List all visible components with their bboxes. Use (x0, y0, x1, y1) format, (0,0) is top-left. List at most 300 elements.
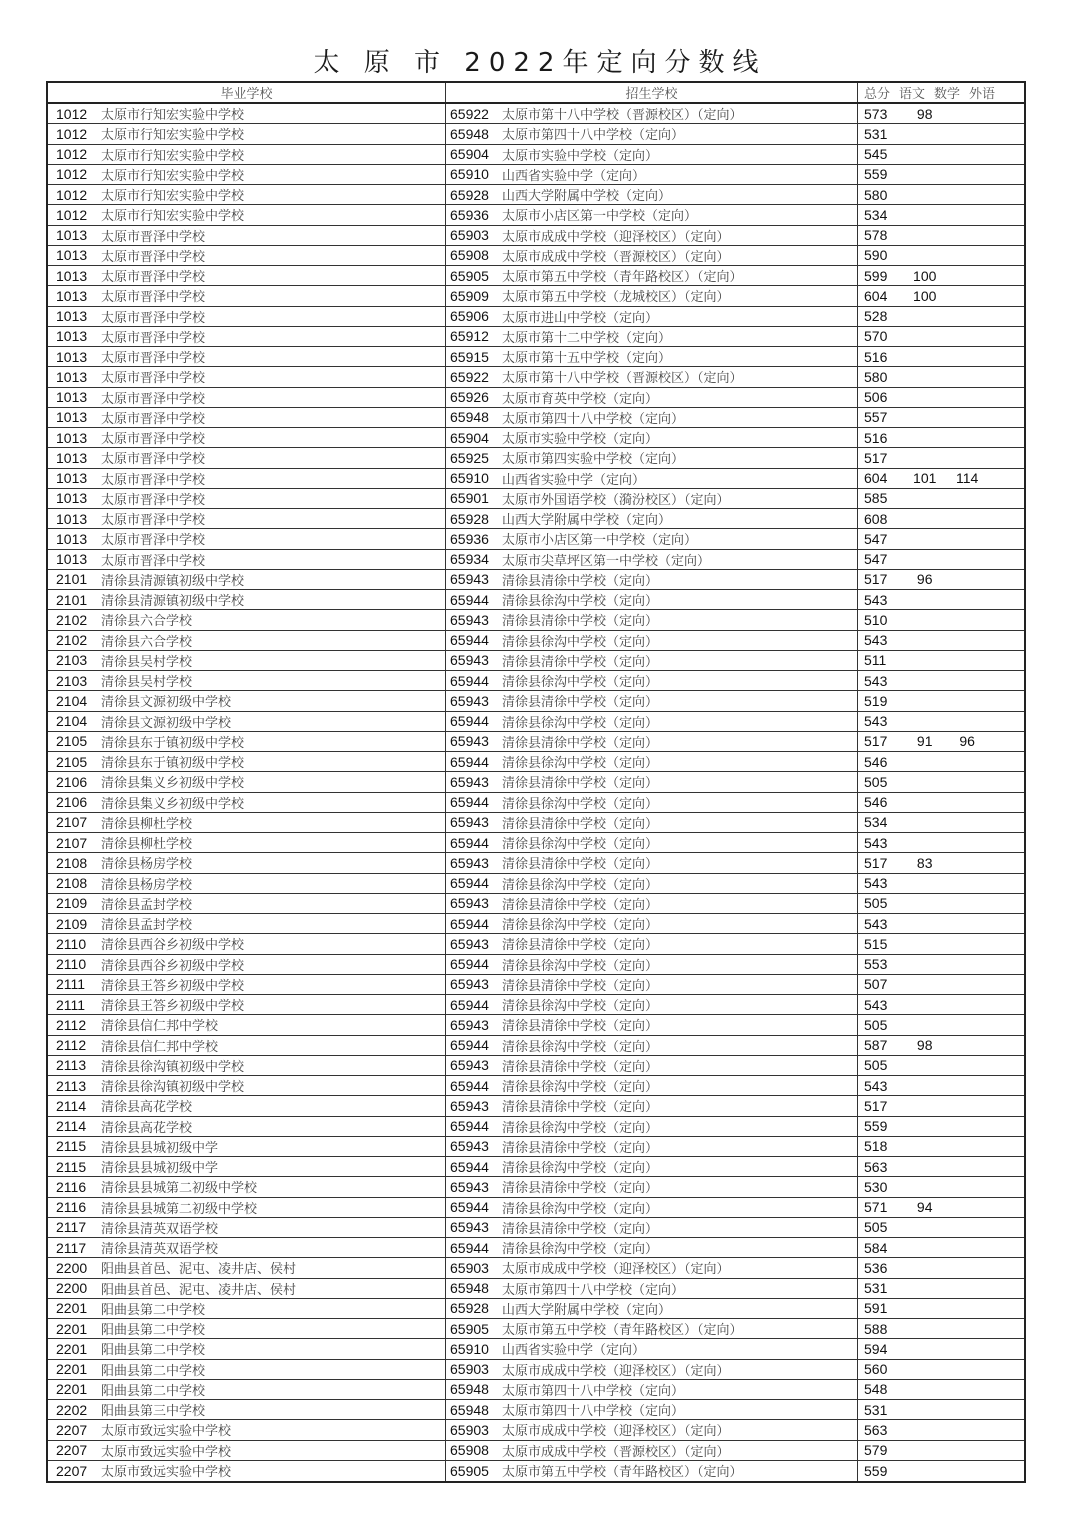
graduate-school-name: 太原市晋泽中学校 (101, 249, 206, 265)
graduate-school-name: 清徐县吴村学校 (101, 675, 193, 691)
enroll-school-code: 65948 (450, 1381, 489, 1398)
enroll-school-name: 太原市实验中学校（定向） (502, 148, 659, 164)
enroll-school-name: 清徐县徐沟中学校（定向） (502, 1201, 659, 1217)
table-row (48, 1036, 1024, 1056)
scores-cell (858, 246, 1024, 265)
graduate-school-name: 清徐县文源初级中学校 (101, 715, 232, 731)
enroll-school-cell (446, 793, 858, 812)
scores-cell (858, 104, 1024, 123)
enroll-school-cell (446, 833, 858, 852)
graduate-school-cell (48, 590, 446, 609)
graduate-school-cell (48, 975, 446, 994)
graduate-school-name: 清徐县徐沟镇初级中学校 (101, 1080, 245, 1096)
scores-cell (858, 124, 1024, 143)
enroll-school-cell (446, 165, 858, 184)
graduate-school-code: 1012 (56, 206, 88, 223)
enroll-school-cell (446, 570, 858, 589)
scores-cell (858, 1177, 1024, 1196)
enroll-school-code: 65922 (450, 105, 489, 122)
total-score: 543 (864, 632, 888, 649)
table-row (48, 1380, 1024, 1400)
table-row (48, 813, 1024, 833)
enroll-school-name: 太原市第十五中学校（定向） (502, 351, 672, 367)
enroll-school-name: 太原市第十八中学校（晋源校区）（定向） (502, 371, 743, 387)
scores-cell (858, 955, 1024, 974)
graduate-school-name: 清徐县清源镇初级中学校 (101, 573, 245, 589)
table-row (48, 145, 1024, 165)
enroll-school-cell (446, 590, 858, 609)
enroll-school-cell (446, 1157, 858, 1176)
graduate-school-cell (48, 955, 446, 974)
graduate-school-cell (48, 833, 446, 852)
enroll-school-cell (446, 1360, 858, 1379)
table-row (48, 489, 1024, 509)
scores-cell (858, 347, 1024, 366)
graduate-school-name: 清徐县县城初级中学 (101, 1161, 219, 1177)
graduate-school-cell (48, 995, 446, 1014)
scores-cell (858, 1096, 1024, 1115)
chinese-score: 100 (913, 287, 937, 304)
scores-cell (858, 1339, 1024, 1358)
total-score: 536 (864, 1259, 888, 1276)
graduate-school-code: 1013 (56, 267, 88, 284)
table-row (48, 1400, 1024, 1420)
total-score: 546 (864, 794, 888, 811)
enroll-school-name: 太原市第五中学校（龙城校区）（定向） (502, 290, 730, 306)
graduate-school-code: 1013 (56, 368, 88, 385)
enroll-school-name: 清徐县清徐中学校（定向） (502, 1221, 659, 1237)
graduate-school-cell (48, 1076, 446, 1095)
graduate-school-code: 2114 (56, 1118, 87, 1135)
scores-cell (858, 205, 1024, 224)
enroll-school-name: 清徐县徐沟中学校（定向） (502, 1120, 659, 1136)
scores-cell (858, 469, 1024, 488)
graduate-school-name: 阳曲县首邑、泥屯、凌井店、侯村 (101, 1262, 297, 1278)
enroll-school-cell (446, 1056, 858, 1075)
table-row (48, 934, 1024, 954)
total-score: 534 (864, 206, 888, 223)
graduate-school-code: 2115 (56, 1138, 87, 1155)
enroll-school-name: 清徐县徐沟中学校（定向） (502, 837, 659, 853)
graduate-school-code: 1013 (56, 429, 88, 446)
graduate-school-cell (48, 1461, 446, 1481)
enroll-school-name: 清徐县徐沟中学校（定向） (502, 999, 659, 1015)
enroll-school-cell (446, 388, 858, 407)
enroll-school-name: 太原市进山中学校（定向） (502, 310, 659, 326)
enroll-school-code: 65944 (450, 591, 489, 608)
graduate-school-name: 清徐县吴村学校 (101, 654, 193, 670)
enroll-school-name: 清徐县清徐中学校（定向） (502, 735, 659, 751)
graduate-school-code: 2200 (56, 1280, 88, 1297)
graduate-school-name: 太原市晋泽中学校 (101, 290, 206, 306)
enroll-school-name: 太原市第四十八中学校（定向） (502, 128, 685, 144)
graduate-school-name: 太原市晋泽中学校 (101, 270, 206, 286)
graduate-school-cell (48, 651, 446, 670)
graduate-school-code: 2116 (56, 1178, 87, 1195)
table-row (48, 1076, 1024, 1096)
graduate-school-code: 2207 (56, 1462, 88, 1479)
graduate-school-code: 2105 (56, 753, 88, 770)
enroll-school-cell (446, 1279, 858, 1298)
graduate-school-code: 2106 (56, 773, 88, 790)
graduate-school-code: 2200 (56, 1259, 88, 1276)
graduate-school-code: 1012 (56, 186, 88, 203)
graduate-school-name: 太原市晋泽中学校 (101, 553, 206, 569)
graduate-school-code: 1013 (56, 449, 88, 466)
table-row (48, 428, 1024, 448)
enroll-school-name: 清徐县徐沟中学校（定向） (502, 756, 659, 772)
total-score: 531 (864, 1401, 888, 1418)
enroll-school-code: 65944 (450, 1118, 489, 1135)
enroll-school-cell (446, 1238, 858, 1257)
enroll-school-name: 清徐县清徐中学校（定向） (502, 776, 659, 792)
total-score: 519 (864, 692, 888, 709)
enroll-school-name: 清徐县清徐中学校（定向） (502, 695, 659, 711)
total-score: 570 (864, 328, 888, 345)
graduate-school-name: 太原市行知宏实验中学校 (101, 168, 245, 184)
enroll-school-code: 65904 (450, 146, 489, 163)
enroll-school-name: 清徐县清徐中学校（定向） (502, 1181, 659, 1197)
table-row (48, 1177, 1024, 1197)
enroll-school-code: 65926 (450, 389, 489, 406)
table-row (48, 1441, 1024, 1461)
table-row (48, 1137, 1024, 1157)
table-row (48, 975, 1024, 995)
total-score: 517 (864, 1097, 888, 1114)
graduate-school-cell (48, 428, 446, 447)
enroll-school-code: 65944 (450, 915, 489, 932)
scores-cell (858, 1198, 1024, 1217)
scores-cell (858, 1441, 1024, 1460)
graduate-school-code: 2207 (56, 1421, 88, 1438)
enroll-school-cell (446, 1137, 858, 1156)
graduate-school-code: 2104 (56, 713, 88, 730)
table-row (48, 1096, 1024, 1116)
graduate-school-name: 清徐县县城第二初级中学校 (101, 1201, 258, 1217)
enroll-school-cell (446, 894, 858, 913)
enroll-school-cell (446, 550, 858, 569)
graduate-school-name: 太原市晋泽中学校 (101, 432, 206, 448)
enroll-school-code: 65944 (450, 834, 489, 851)
total-score: 608 (864, 510, 888, 527)
graduate-school-cell (48, 1319, 446, 1338)
enroll-school-code: 65905 (450, 267, 489, 284)
enroll-school-code: 65943 (450, 733, 489, 750)
enroll-school-name: 清徐县清徐中学校（定向） (502, 816, 659, 832)
enroll-school-name: 山西大学附属中学校（定向） (502, 189, 672, 205)
graduate-school-name: 清徐县文源初级中学校 (101, 695, 232, 711)
total-score: 517 (864, 449, 888, 466)
graduate-school-cell (48, 1117, 446, 1136)
graduate-school-cell (48, 246, 446, 265)
enroll-school-cell (446, 1319, 858, 1338)
total-score: 543 (864, 591, 888, 608)
table-row (48, 205, 1024, 225)
total-score: 531 (864, 125, 888, 142)
chinese-score: 100 (913, 267, 937, 284)
graduate-school-name: 清徐县县城初级中学 (101, 1140, 219, 1156)
scores-cell (858, 448, 1024, 467)
graduate-school-cell (48, 853, 446, 872)
enroll-school-cell (446, 732, 858, 751)
enroll-school-cell (446, 1461, 858, 1481)
scores-cell (858, 590, 1024, 609)
total-score: 557 (864, 409, 888, 426)
enroll-school-code: 65944 (450, 1037, 489, 1054)
scores-cell (858, 874, 1024, 893)
graduate-school-cell (48, 1238, 446, 1257)
table-row (48, 266, 1024, 286)
enroll-school-cell (446, 1096, 858, 1115)
math-score: 114 (955, 470, 979, 487)
table-row (48, 509, 1024, 529)
scores-cell (858, 1400, 1024, 1419)
total-score: 587 (864, 1037, 888, 1054)
scores-cell (858, 1218, 1024, 1237)
enroll-school-name: 清徐县清徐中学校（定向） (502, 1140, 659, 1156)
enroll-school-code: 65943 (450, 1016, 489, 1033)
enroll-school-name: 太原市成成中学校（晋源校区）（定向） (502, 249, 730, 265)
enroll-school-code: 65915 (450, 348, 489, 365)
graduate-school-cell (48, 307, 446, 326)
graduate-school-cell (48, 1420, 446, 1439)
total-score: 507 (864, 976, 888, 993)
graduate-school-cell (48, 1218, 446, 1237)
total-score: 604 (864, 287, 888, 304)
total-score: 560 (864, 1361, 888, 1378)
total-score: 528 (864, 308, 888, 325)
graduate-school-code: 2117 (56, 1239, 87, 1256)
enroll-school-cell (446, 1339, 858, 1358)
enroll-school-code: 65948 (450, 125, 489, 142)
total-score: 580 (864, 368, 888, 385)
total-score: 543 (864, 875, 888, 892)
graduate-school-code: 1013 (56, 551, 88, 568)
graduate-school-code: 2112 (56, 1037, 87, 1054)
graduate-school-cell (48, 1299, 446, 1318)
table-row (48, 1117, 1024, 1137)
enroll-school-name: 太原市尖草坪区第一中学校（定向） (502, 553, 711, 569)
enroll-school-code: 65925 (450, 449, 489, 466)
graduate-school-cell (48, 124, 446, 143)
graduate-school-name: 阳曲县第二中学校 (101, 1383, 206, 1399)
graduate-school-name: 太原市致远实验中学校 (101, 1444, 232, 1460)
enroll-school-cell (446, 975, 858, 994)
graduate-school-code: 2103 (56, 652, 88, 669)
total-score: 543 (864, 672, 888, 689)
chinese-score: 94 (916, 1199, 933, 1216)
enroll-school-cell (446, 408, 858, 427)
enroll-school-code: 65943 (450, 1219, 489, 1236)
graduate-school-name: 清徐县柳杜学校 (101, 837, 193, 853)
graduate-school-cell (48, 205, 446, 224)
enroll-school-code: 65928 (450, 510, 489, 527)
graduate-school-name: 清徐县西谷乡初级中学校 (101, 958, 245, 974)
total-score: 516 (864, 348, 888, 365)
graduate-school-cell (48, 145, 446, 164)
enroll-school-code: 65944 (450, 1077, 489, 1094)
graduate-school-code: 2201 (56, 1340, 88, 1357)
graduate-school-cell (48, 874, 446, 893)
table-row (48, 691, 1024, 711)
enroll-school-name: 太原市实验中学校（定向） (502, 432, 659, 448)
enroll-school-name: 太原市小店区第一中学校（定向） (502, 209, 698, 225)
enroll-school-code: 65943 (450, 571, 489, 588)
graduate-school-name: 清徐县东于镇初级中学校 (101, 756, 245, 772)
graduate-school-name: 太原市致远实验中学校 (101, 1465, 232, 1481)
enroll-school-code: 65943 (450, 814, 489, 831)
graduate-school-cell (48, 1441, 446, 1460)
table-row (48, 226, 1024, 246)
scores-cell (858, 671, 1024, 690)
enroll-school-name: 清徐县徐沟中学校（定向） (502, 634, 659, 650)
scores-cell (858, 509, 1024, 528)
scores-cell (858, 529, 1024, 548)
enroll-school-code: 65943 (450, 935, 489, 952)
enroll-school-code: 65910 (450, 470, 489, 487)
total-score: 579 (864, 1442, 888, 1459)
enroll-school-code: 65936 (450, 206, 489, 223)
enroll-school-code: 65903 (450, 1361, 489, 1378)
graduate-school-code: 2111 (56, 976, 86, 993)
enroll-school-code: 65928 (450, 186, 489, 203)
scores-cell (858, 813, 1024, 832)
enroll-school-cell (446, 752, 858, 771)
scores-cell (858, 651, 1024, 670)
total-score: 590 (864, 247, 888, 264)
graduate-school-name: 太原市晋泽中学校 (101, 472, 206, 488)
graduate-school-code: 1013 (56, 389, 88, 406)
table-row (48, 610, 1024, 630)
enroll-school-cell (446, 934, 858, 953)
graduate-school-cell (48, 266, 446, 285)
graduate-school-cell (48, 712, 446, 731)
enroll-school-name: 清徐县徐沟中学校（定向） (502, 958, 659, 974)
enroll-school-cell (446, 691, 858, 710)
graduate-school-code: 2101 (56, 591, 88, 608)
graduate-school-name: 太原市晋泽中学校 (101, 310, 206, 326)
graduate-school-code: 2107 (56, 834, 88, 851)
graduate-school-cell (48, 752, 446, 771)
enroll-school-cell (446, 1218, 858, 1237)
enroll-school-cell (446, 1380, 858, 1399)
total-score: 588 (864, 1320, 888, 1337)
graduate-school-code: 1013 (56, 490, 88, 507)
enroll-school-cell (446, 1036, 858, 1055)
chinese-score: 91 (916, 733, 933, 750)
enroll-school-name: 清徐县徐沟中学校（定向） (502, 796, 659, 812)
graduate-school-name: 太原市晋泽中学校 (101, 452, 206, 468)
total-score: 559 (864, 166, 888, 183)
enroll-school-code: 65912 (450, 328, 489, 345)
graduate-school-cell (48, 914, 446, 933)
enroll-school-code: 65910 (450, 166, 489, 183)
table-row (48, 469, 1024, 489)
table-row (48, 1218, 1024, 1238)
enroll-school-name: 清徐县徐沟中学校（定向） (502, 1080, 659, 1096)
scores-cell (858, 388, 1024, 407)
scores-cell (858, 712, 1024, 731)
enroll-school-code: 65944 (450, 996, 489, 1013)
chinese-score: 83 (916, 854, 933, 871)
enroll-school-name: 太原市第五中学校（青年路校区）（定向） (502, 1465, 743, 1481)
scores-cell (858, 307, 1024, 326)
graduate-school-name: 清徐县县城第二初级中学校 (101, 1181, 258, 1197)
scores-cell (858, 1360, 1024, 1379)
header-enroll-school: 招生学校 (446, 83, 858, 102)
graduate-school-cell (48, 1096, 446, 1115)
graduate-school-code: 1013 (56, 409, 88, 426)
total-score: 580 (864, 186, 888, 203)
scores-cell (858, 1279, 1024, 1298)
enroll-school-code: 65944 (450, 1199, 489, 1216)
chinese-score: 96 (916, 571, 933, 588)
graduate-school-code: 2115 (56, 1158, 87, 1175)
scores-cell (858, 1420, 1024, 1439)
total-score: 591 (864, 1300, 888, 1317)
enroll-school-name: 清徐县清徐中学校（定向） (502, 654, 659, 670)
enroll-school-cell (446, 813, 858, 832)
enroll-school-name: 清徐县清徐中学校（定向） (502, 1019, 659, 1035)
graduate-school-cell (48, 671, 446, 690)
graduate-school-name: 太原市致远实验中学校 (101, 1424, 232, 1440)
graduate-school-name: 清徐县西谷乡初级中学校 (101, 938, 245, 954)
table-row (48, 1238, 1024, 1258)
scores-cell (858, 995, 1024, 1014)
enroll-school-cell (446, 469, 858, 488)
enroll-school-name: 太原市育英中学校（定向） (502, 391, 659, 407)
scores-cell (858, 489, 1024, 508)
enroll-school-name: 山西省实验中学（定向） (502, 1343, 646, 1359)
table-row (48, 874, 1024, 894)
total-score: 505 (864, 773, 888, 790)
graduate-school-name: 清徐县信仁邦中学校 (101, 1039, 219, 1055)
graduate-school-name: 清徐县柳杜学校 (101, 816, 193, 832)
graduate-school-cell (48, 1258, 446, 1277)
enroll-school-name: 太原市第四十八中学校（定向） (502, 411, 685, 427)
scores-cell (858, 914, 1024, 933)
table-row (48, 1319, 1024, 1339)
scores-cell (858, 185, 1024, 204)
total-score: 505 (864, 1016, 888, 1033)
chinese-score: 98 (916, 1037, 933, 1054)
enroll-school-cell (446, 853, 858, 872)
scores-cell (858, 1056, 1024, 1075)
enroll-school-name: 太原市第四实验中学校（定向） (502, 452, 685, 468)
graduate-school-name: 太原市晋泽中学校 (101, 492, 206, 508)
graduate-school-cell (48, 610, 446, 629)
scores-cell (858, 934, 1024, 953)
total-score: 543 (864, 1077, 888, 1094)
scores-cell (858, 1238, 1024, 1257)
scores-cell (858, 1015, 1024, 1034)
total-score: 505 (864, 1219, 888, 1236)
enroll-school-name: 清徐县徐沟中学校（定向） (502, 675, 659, 691)
table-row (48, 388, 1024, 408)
graduate-school-cell (48, 529, 446, 548)
graduate-school-name: 太原市晋泽中学校 (101, 411, 206, 427)
table-row (48, 894, 1024, 914)
enroll-school-cell (446, 448, 858, 467)
graduate-school-code: 2112 (56, 1016, 87, 1033)
enroll-school-code: 65944 (450, 875, 489, 892)
enroll-school-name: 太原市第十二中学校（定向） (502, 330, 672, 346)
enroll-school-name: 清徐县徐沟中学校（定向） (502, 1039, 659, 1055)
scores-cell (858, 853, 1024, 872)
scores-cell (858, 367, 1024, 386)
scores-cell (858, 1258, 1024, 1277)
enroll-school-name: 太原市第四十八中学校（定向） (502, 1383, 685, 1399)
